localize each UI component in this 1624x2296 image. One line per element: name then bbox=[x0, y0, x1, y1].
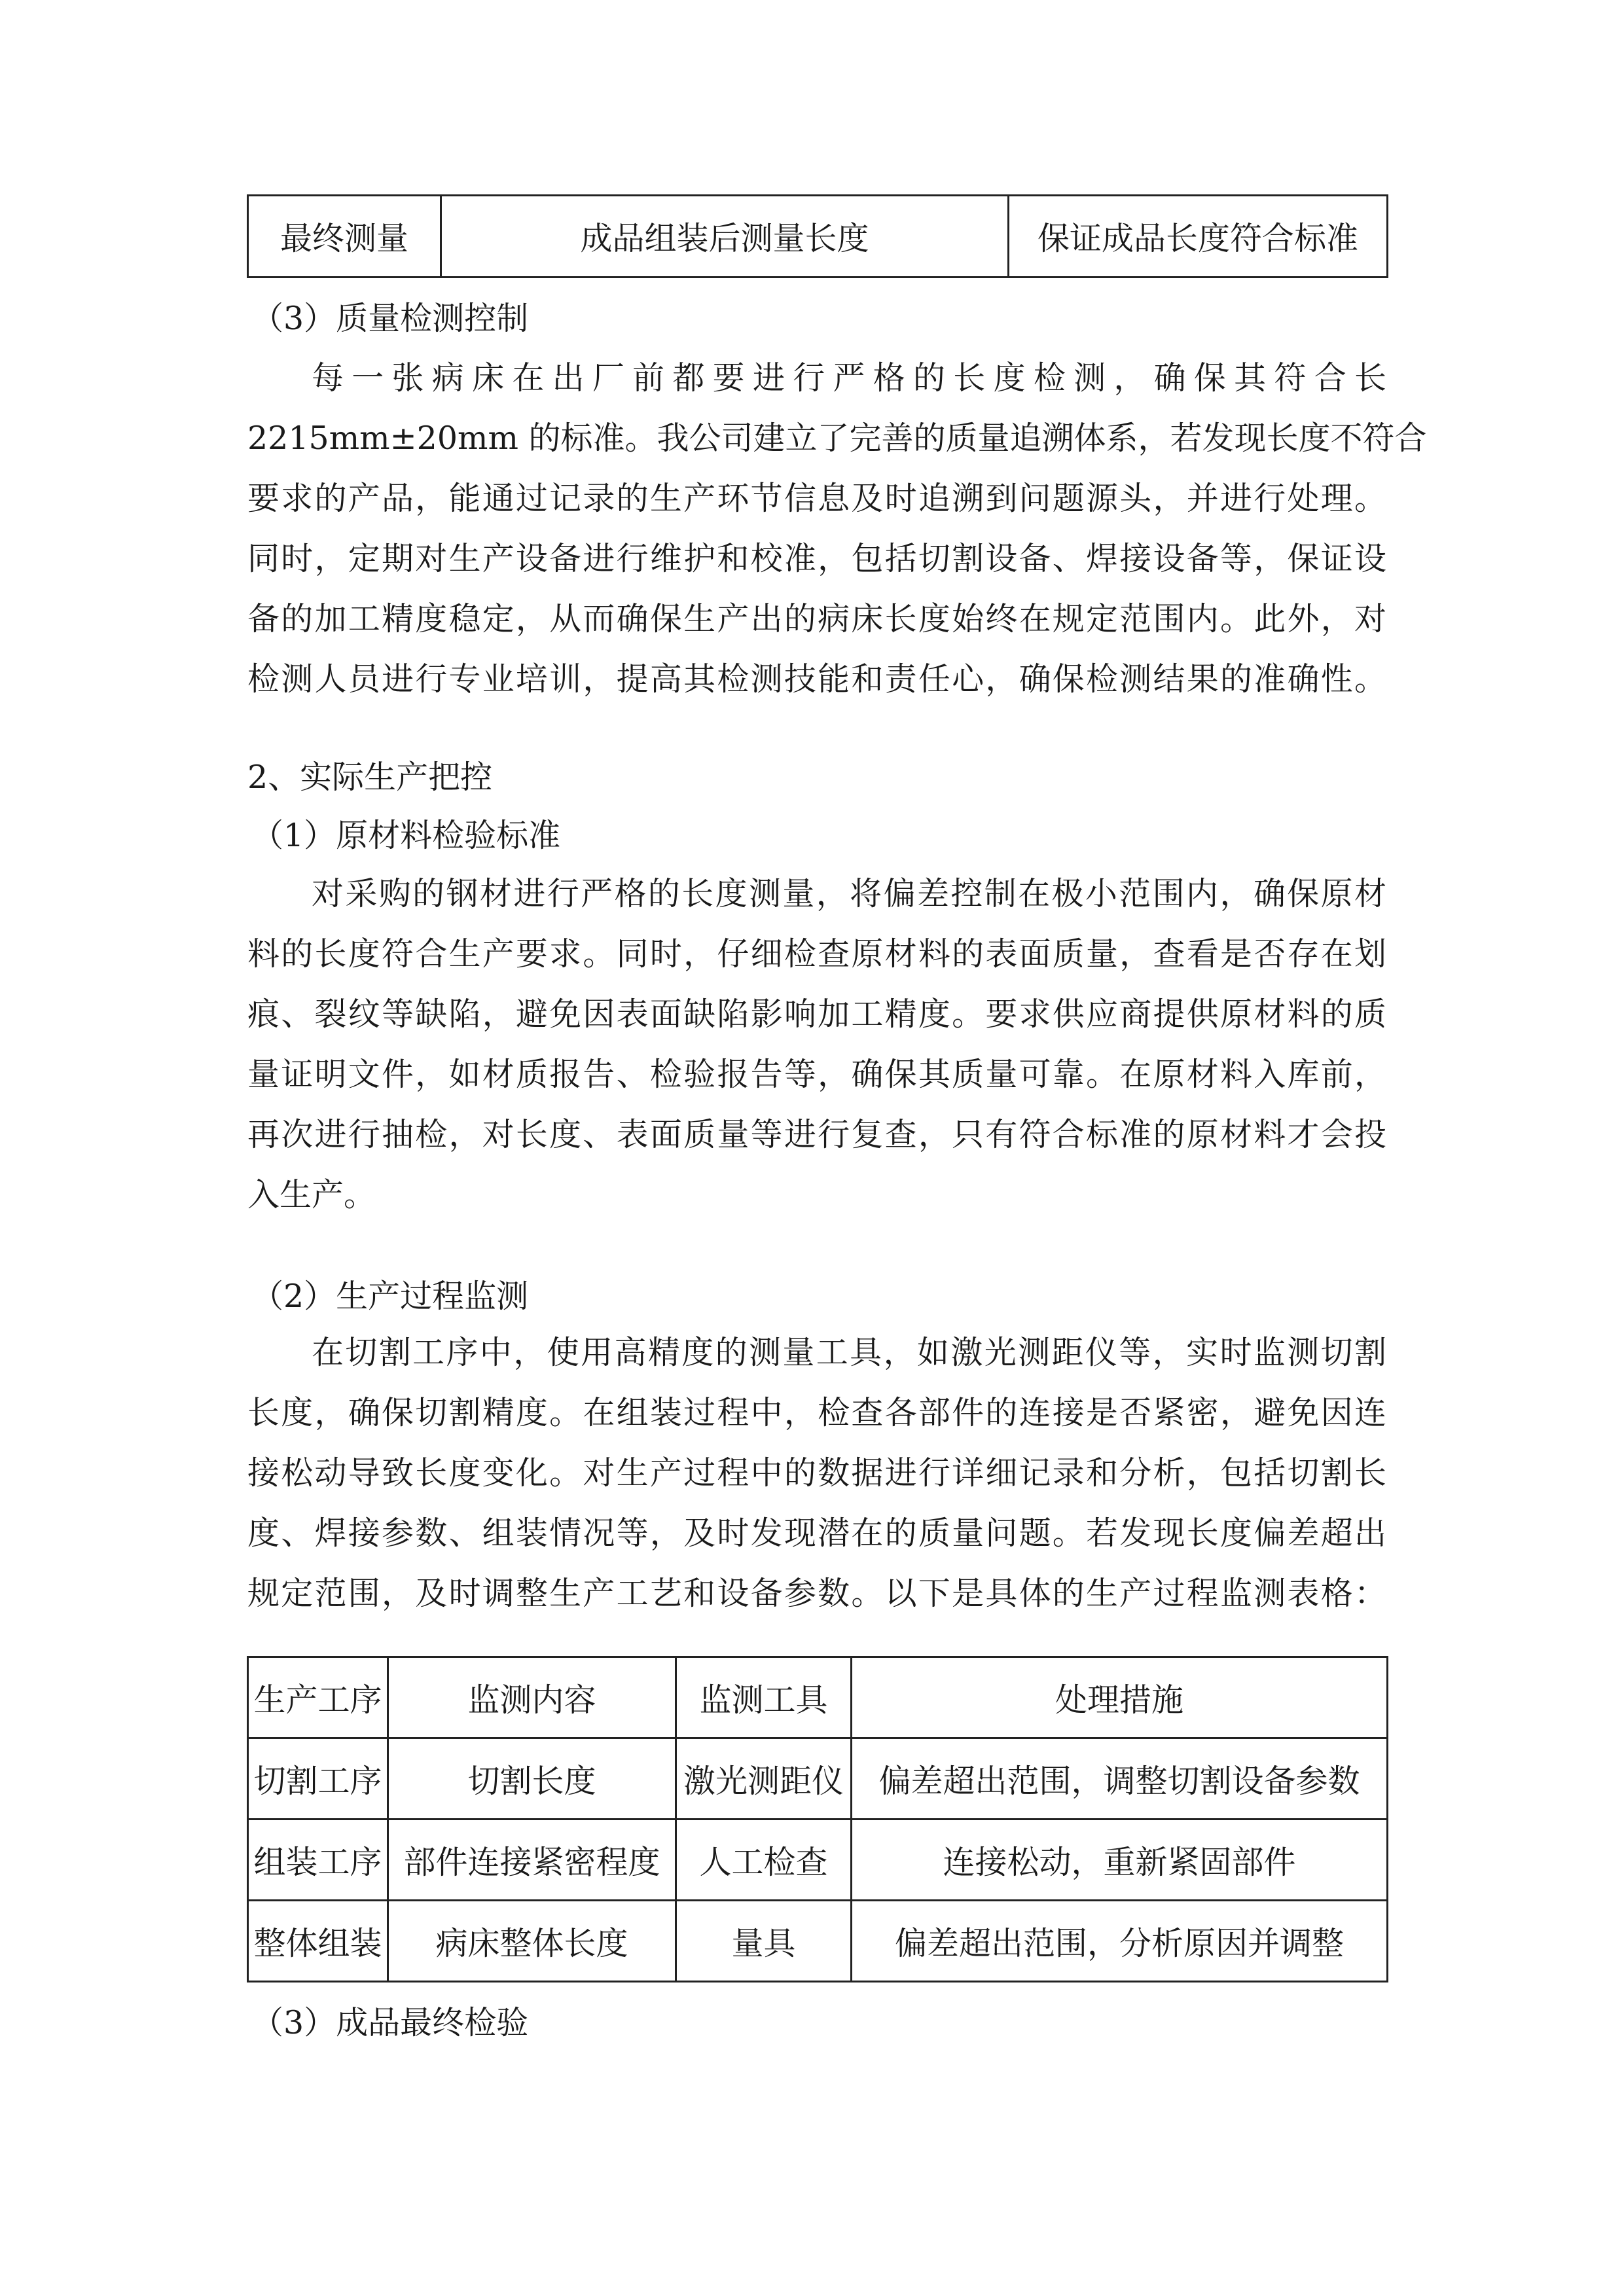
table-cell: 整体组装 bbox=[248, 1901, 388, 1982]
table-cell: 最终测量 bbox=[248, 196, 441, 278]
section-heading-process: （2）生产过程监测 bbox=[251, 1278, 529, 1315]
paragraph-line: 每一张病床在出厂前都要进行严格的长度检测，确保其符合长 bbox=[312, 359, 1386, 397]
paragraph-line: 再次进行抽检，对长度、表面质量等进行复查，只有符合标准的原材料才会投 bbox=[247, 1116, 1386, 1153]
process-monitor-table bbox=[247, 1656, 1388, 1982]
section-heading-production: 2、实际生产把控 bbox=[247, 759, 493, 796]
paragraph-raw-material bbox=[247, 864, 1386, 1225]
table-row bbox=[248, 1820, 1388, 1901]
paragraph-line: 接松动导致长度变化。对生产过程中的数据进行详细记录和分析，包括切割长 bbox=[247, 1454, 1386, 1492]
paragraph-line: 入生产。 bbox=[247, 1176, 376, 1213]
paragraph-line: 长度，确保切割精度。在组装过程中，检查各部件的连接是否紧密，避免因连 bbox=[247, 1394, 1386, 1431]
section-heading-quality: （3）质量检测控制 bbox=[251, 300, 529, 337]
paragraph-line: 备的加工精度稳定，从而确保生产出的病床长度始终在规定范围内。此外，对 bbox=[247, 600, 1386, 637]
paragraph-process bbox=[247, 1323, 1386, 1624]
table-header-cell: 生产工序 bbox=[248, 1657, 388, 1738]
table-cell: 切割长度 bbox=[388, 1738, 676, 1820]
final-measure-table bbox=[247, 194, 1388, 278]
table-row bbox=[248, 196, 1388, 278]
table-header-cell: 处理措施 bbox=[852, 1657, 1388, 1738]
paragraph-line: 要求的产品，能通过记录的生产环节信息及时追溯到问题源头，并进行处理。 bbox=[247, 480, 1386, 517]
paragraph-line: 在切割工序中，使用高精度的测量工具，如激光测距仪等，实时监测切割 bbox=[312, 1334, 1386, 1371]
paragraph-line: 同时，定期对生产设备进行维护和校准，包括切割设备、焊接设备等，保证设 bbox=[247, 540, 1386, 577]
table-cell: 成品组装后测量长度 bbox=[441, 196, 1009, 278]
table-cell: 人工检查 bbox=[676, 1820, 852, 1901]
section-heading-final: （3）成品最终检验 bbox=[251, 2004, 529, 2041]
paragraph-line: 度、焊接参数、组装情况等，及时发现潜在的质量问题。若发现长度偏差超出 bbox=[247, 1515, 1386, 1552]
table-cell: 激光测距仪 bbox=[676, 1738, 852, 1820]
paragraph-line: 对采购的钢材进行严格的长度测量，将偏差控制在极小范围内，确保原材 bbox=[312, 875, 1386, 912]
table-cell: 切割工序 bbox=[248, 1738, 388, 1820]
table-cell: 偏差超出范围，调整切割设备参数 bbox=[852, 1738, 1388, 1820]
table-header-cell: 监测工具 bbox=[676, 1657, 852, 1738]
table-row bbox=[248, 1901, 1388, 1982]
section-heading-raw-material: （1）原材料检验标准 bbox=[251, 817, 561, 854]
paragraph-line: 规定范围，及时调整生产工艺和设备参数。以下是具体的生产过程监测表格： bbox=[247, 1575, 1386, 1612]
table-cell: 病床整体长度 bbox=[388, 1901, 676, 1982]
paragraph-line: 料的长度符合生产要求。同时，仔细检查原材料的表面质量，查看是否存在划 bbox=[247, 935, 1386, 973]
table-cell: 连接松动，重新紧固部件 bbox=[852, 1820, 1388, 1901]
table-header-cell: 监测内容 bbox=[388, 1657, 676, 1738]
table-cell: 部件连接紧密程度 bbox=[388, 1820, 676, 1901]
paragraph-quality bbox=[247, 348, 1427, 709]
table-cell: 量具 bbox=[676, 1901, 852, 1982]
table-cell: 偏差超出范围，分析原因并调整 bbox=[852, 1901, 1388, 1982]
paragraph-line: 检测人员进行专业培训，提高其检测技能和责任心，确保检测结果的准确性。 bbox=[247, 660, 1386, 698]
table-cell: 组装工序 bbox=[248, 1820, 388, 1901]
table-cell: 保证成品长度符合标准 bbox=[1009, 196, 1388, 278]
paragraph-line: 2215mm±20mm 的标准。我公司建立了完善的质量追溯体系，若发现长度不符合 bbox=[247, 420, 1427, 457]
paragraph-line: 痕、裂纹等缺陷，避免因表面缺陷影响加工精度。要求供应商提供原材料的质 bbox=[247, 996, 1386, 1033]
paragraph-line: 量证明文件，如材质报告、检验报告等，确保其质量可靠。在原材料入库前， bbox=[247, 1056, 1386, 1093]
table-row bbox=[248, 1738, 1388, 1820]
table-header-row bbox=[248, 1657, 1388, 1738]
